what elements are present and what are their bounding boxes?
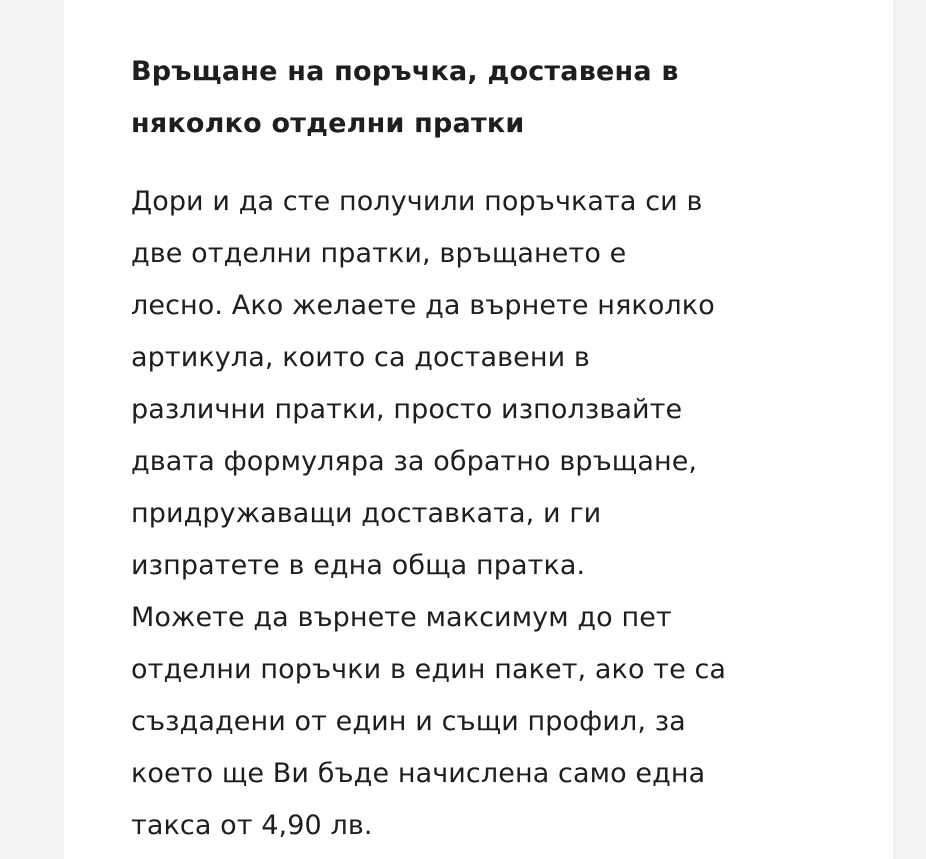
paragraph-line: артикула, които са доставени в — [131, 342, 590, 373]
paragraph-line: такса от 4,90 лв. — [131, 810, 373, 841]
paragraph-line: Можете да върнете максимум до пет — [131, 602, 672, 633]
paragraph-line: Дори и да сте получили поръчката си в — [131, 186, 703, 217]
paragraph-line: създадени от един и същи профил, за — [131, 706, 686, 737]
heading-line: Връщане на поръчка, доставена в — [131, 56, 679, 87]
paragraph-line: двата формуляра за обратно връщане, — [131, 446, 698, 477]
article-section — [131, 46, 831, 852]
paragraph-line: придружаващи доставката, и ги — [131, 498, 602, 529]
heading-line: няколко отделни пратки — [131, 108, 525, 139]
paragraph-line: лесно. Ако желаете да върнете няколко — [131, 290, 715, 321]
paragraph-line: изпратете в една обща пратка. — [131, 550, 586, 581]
paragraph-line: което ще Ви бъде начислена само една — [131, 758, 706, 789]
content-card — [64, 0, 893, 859]
paragraph-line: отделни поръчки в един пакет, ако те са — [131, 654, 727, 685]
paragraph-line: различни пратки, просто използвайте — [131, 394, 683, 425]
section-paragraph — [131, 176, 831, 852]
section-heading — [131, 46, 831, 150]
paragraph-line: две отделни пратки, връщането е — [131, 238, 627, 269]
